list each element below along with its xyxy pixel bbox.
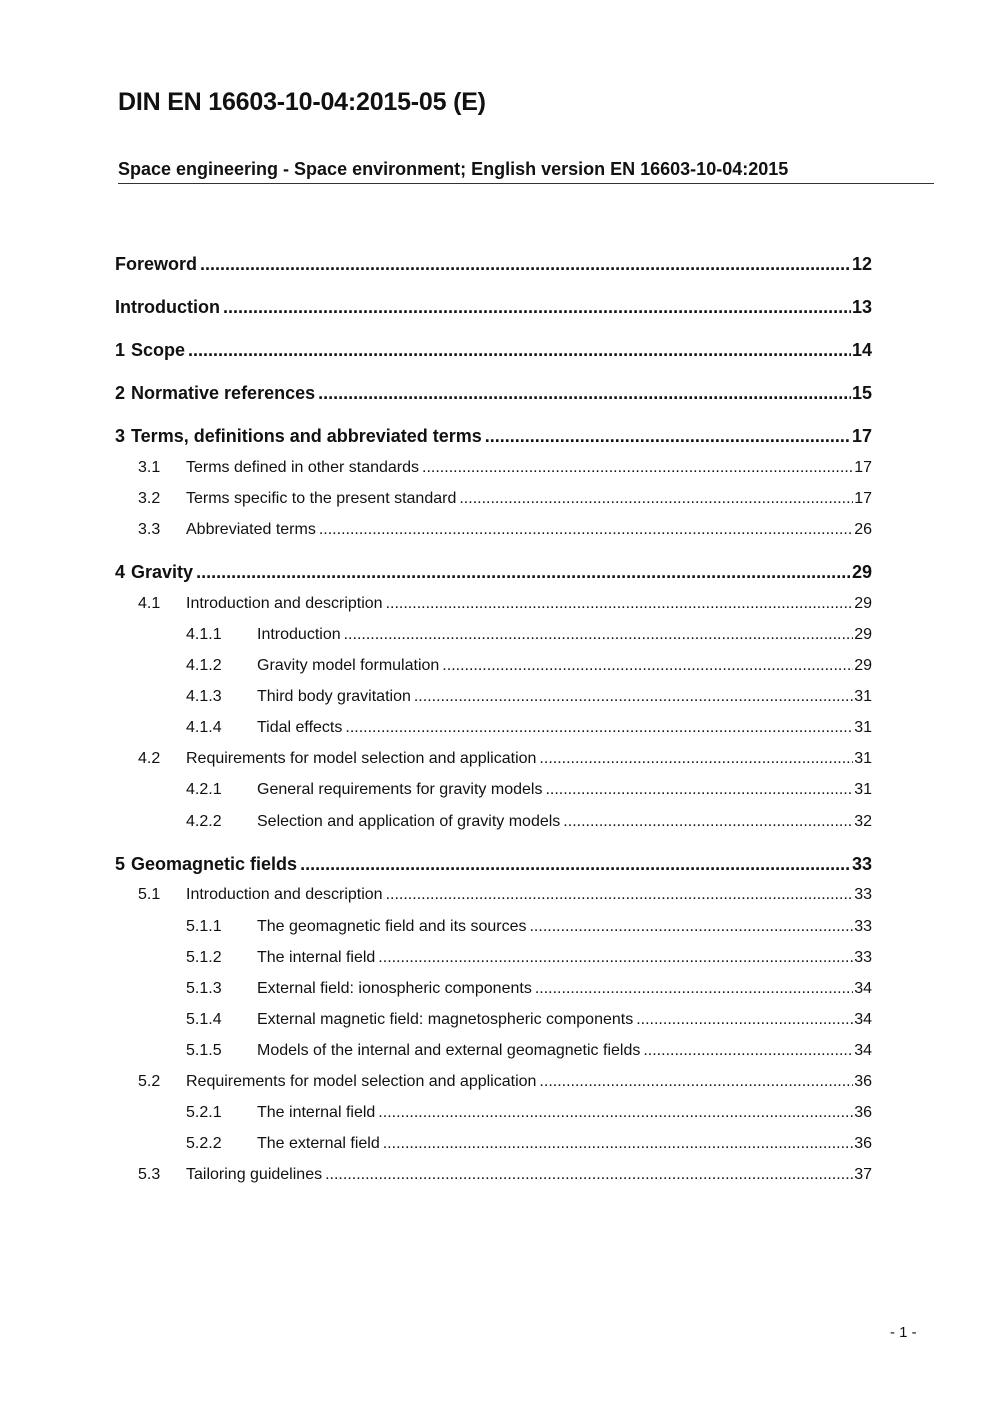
toc-entry-number: 4.1.1 <box>186 626 222 643</box>
toc-entry-page: 29 <box>854 595 872 612</box>
toc-entry-number: 4.1.4 <box>186 719 222 736</box>
toc-entry-page: 31 <box>854 719 872 736</box>
toc-entry-page: 17 <box>854 459 872 476</box>
toc-entry-title: Requirements for model selection and application <box>186 750 537 767</box>
toc-entry-page: 36 <box>854 1104 872 1121</box>
toc-entry-page: 17 <box>854 490 872 507</box>
toc-entry[interactable] <box>138 1071 872 1093</box>
toc-entry-page: 33 <box>851 854 872 874</box>
toc-entry[interactable] <box>186 947 872 969</box>
page-number: - 1 - <box>890 1324 917 1341</box>
toc-entry-number: 5.1.5 <box>186 1042 222 1059</box>
toc-entry-number: 5.2.1 <box>186 1104 222 1121</box>
toc-entry[interactable] <box>186 655 872 677</box>
toc-entry[interactable] <box>138 488 872 510</box>
toc-entry-number: 5.1.4 <box>186 1011 222 1028</box>
toc-entry-title: Tailoring guidelines <box>186 1166 323 1183</box>
toc-entry-page: 36 <box>854 1073 872 1090</box>
toc-entry-title: The internal field <box>257 1104 376 1121</box>
toc-entry[interactable] <box>186 779 872 801</box>
toc-entry-title: Gravity <box>131 562 194 582</box>
toc-entry[interactable] <box>138 457 872 479</box>
toc-entry-page: 36 <box>854 1135 872 1152</box>
toc-entry-title: The external field <box>257 1135 380 1152</box>
toc-dot-leader <box>345 717 853 739</box>
toc-entry-number: 4.1 <box>138 595 161 612</box>
toc-dot-leader <box>535 978 853 1000</box>
toc-entry-number: 5.1 <box>138 886 161 903</box>
toc-entry-title: Introduction <box>115 297 220 317</box>
toc-entry[interactable] <box>186 1133 872 1155</box>
toc-entry-page: 31 <box>854 688 872 705</box>
toc-entry-title: External field: ionospheric components <box>257 980 532 997</box>
toc-entry-title: Tidal effects <box>257 719 343 736</box>
toc-entry-number: 4.2.2 <box>186 813 222 830</box>
toc-dot-leader <box>643 1040 853 1062</box>
toc-dot-leader <box>414 686 853 708</box>
toc-entry-number: 4 <box>115 562 126 582</box>
toc-dot-leader <box>344 624 854 646</box>
toc-entry[interactable] <box>115 294 872 320</box>
toc-entry-title: Terms specific to the present standard <box>186 490 457 507</box>
toc-entry-title: Geomagnetic fields <box>131 854 298 874</box>
toc-entry[interactable] <box>115 559 872 585</box>
toc-entry-page: 32 <box>854 813 872 830</box>
toc-entry-number: 5 <box>115 854 126 874</box>
toc-entry-page: 29 <box>851 562 872 582</box>
toc-dot-leader <box>422 457 853 479</box>
toc-entry-title: Third body gravitation <box>257 688 411 705</box>
toc-entry-number: 3 <box>115 426 126 446</box>
toc-entry[interactable] <box>115 423 872 449</box>
toc-entry-page: 12 <box>851 254 872 274</box>
toc-entry-title: Selection and application of gravity models <box>257 813 561 830</box>
toc-entry-page: 14 <box>851 340 872 360</box>
toc-entry-page: 31 <box>854 750 872 767</box>
toc-entry-number: 3.1 <box>138 459 161 476</box>
toc-entry-page: 37 <box>854 1166 872 1183</box>
toc-entry-number: 4.1.2 <box>186 657 222 674</box>
toc-entry-number: 1 <box>115 340 126 360</box>
toc-entry-number: 5.2 <box>138 1073 161 1090</box>
toc-entry-page: 29 <box>854 626 872 643</box>
toc-entry-page: 33 <box>854 918 872 935</box>
toc-entry-title: Introduction and description <box>186 595 383 612</box>
toc-entry-title: Terms, definitions and abbreviated terms <box>131 426 482 446</box>
toc-entry[interactable] <box>115 851 872 877</box>
toc-dot-leader <box>485 423 851 449</box>
toc-entry-number: 5.1.1 <box>186 918 222 935</box>
toc-entry-page: 34 <box>854 1042 872 1059</box>
toc-entry-number: 4.2.1 <box>186 781 222 798</box>
toc-entry-number: 4.2 <box>138 750 161 767</box>
toc-entry[interactable] <box>115 337 872 363</box>
toc-entry[interactable] <box>186 1009 872 1031</box>
toc-entry-page: 13 <box>851 297 872 317</box>
toc-entry[interactable] <box>186 624 872 646</box>
toc-entry-page: 17 <box>851 426 872 446</box>
toc-entry-title: External magnetic field: magnetospheric components <box>257 1011 634 1028</box>
toc-entry[interactable] <box>186 717 872 739</box>
toc-dot-leader <box>386 593 854 615</box>
toc-entry[interactable] <box>186 1040 872 1062</box>
toc-entry-title: General requirements for gravity models <box>257 781 543 798</box>
toc-dot-leader <box>529 916 853 938</box>
toc-entry-title: Introduction and description <box>186 886 383 903</box>
toc-entry[interactable] <box>138 1164 872 1186</box>
toc-entry-page: 34 <box>854 980 872 997</box>
toc-entry[interactable] <box>186 1102 872 1124</box>
toc-dot-leader <box>539 1071 853 1093</box>
toc-entry-title: Models of the internal and external geomagnetic fields <box>257 1042 641 1059</box>
toc-entry[interactable] <box>115 380 872 406</box>
toc-entry-title: The internal field <box>257 949 376 966</box>
toc-dot-leader <box>386 884 854 906</box>
toc-dot-leader <box>319 519 853 541</box>
document-title: DIN EN 16603-10-04:2015-05 (E) <box>118 88 486 116</box>
toc-entry-page: 31 <box>854 781 872 798</box>
toc-entry-number: 5.1.2 <box>186 949 222 966</box>
toc-entry-number: 5.2.2 <box>186 1135 222 1152</box>
toc-entry-page: 15 <box>851 383 872 403</box>
toc-dot-leader <box>318 380 851 406</box>
toc-dot-leader <box>223 294 851 320</box>
toc-entry-page: 33 <box>854 886 872 903</box>
toc-dot-leader <box>545 779 853 801</box>
toc-entry[interactable] <box>138 884 872 906</box>
toc-entry[interactable] <box>138 748 872 770</box>
toc-dot-leader <box>636 1009 853 1031</box>
toc-dot-leader <box>188 337 851 363</box>
toc-entry-title: Foreword <box>115 254 198 274</box>
toc-entry[interactable] <box>186 916 872 938</box>
toc-entry-title: Terms defined in other standards <box>186 459 420 476</box>
toc-entry-page: 34 <box>854 1011 872 1028</box>
toc-entry-page: 29 <box>854 657 872 674</box>
toc-dot-leader <box>325 1164 853 1186</box>
toc-entry-number: 5.3 <box>138 1166 161 1183</box>
toc-entry[interactable] <box>138 593 872 615</box>
toc-dot-leader <box>442 655 853 677</box>
toc-dot-leader <box>196 559 851 585</box>
toc-dot-leader <box>539 748 853 770</box>
toc-entry-number: 2 <box>115 383 126 403</box>
toc-dot-leader <box>383 1133 853 1155</box>
toc-entry-title: Abbreviated terms <box>186 521 316 538</box>
toc-entry-title: Normative references <box>131 383 316 403</box>
toc-dot-leader <box>300 851 851 877</box>
toc-entry-title: Introduction <box>257 626 341 643</box>
toc-dot-leader <box>378 947 853 969</box>
toc-entry-page: 33 <box>854 949 872 966</box>
toc-entry-page: 26 <box>854 521 872 538</box>
toc-entry-title: Gravity model formulation <box>257 657 440 674</box>
toc-dot-leader <box>459 488 853 510</box>
toc-dot-leader <box>563 811 853 833</box>
toc-entry[interactable] <box>115 251 872 277</box>
toc-entry-number: 4.1.3 <box>186 688 222 705</box>
toc-entry-number: 5.1.3 <box>186 980 222 997</box>
toc-dot-leader <box>200 251 851 277</box>
document-subtitle: Space engineering - Space environment; English version EN 16603-10-04:2015 <box>118 157 934 184</box>
toc-entry-number: 3.2 <box>138 490 161 507</box>
toc-entry-title: Scope <box>131 340 186 360</box>
toc-entry-title: Requirements for model selection and application <box>186 1073 537 1090</box>
toc-entry[interactable] <box>186 978 872 1000</box>
toc-entry[interactable] <box>138 519 872 541</box>
toc-dot-leader <box>378 1102 853 1124</box>
toc-entry[interactable] <box>186 811 872 833</box>
toc-entry-title: The geomagnetic field and its sources <box>257 918 527 935</box>
toc-entry-number: 3.3 <box>138 521 161 538</box>
toc-entry[interactable] <box>186 686 872 708</box>
